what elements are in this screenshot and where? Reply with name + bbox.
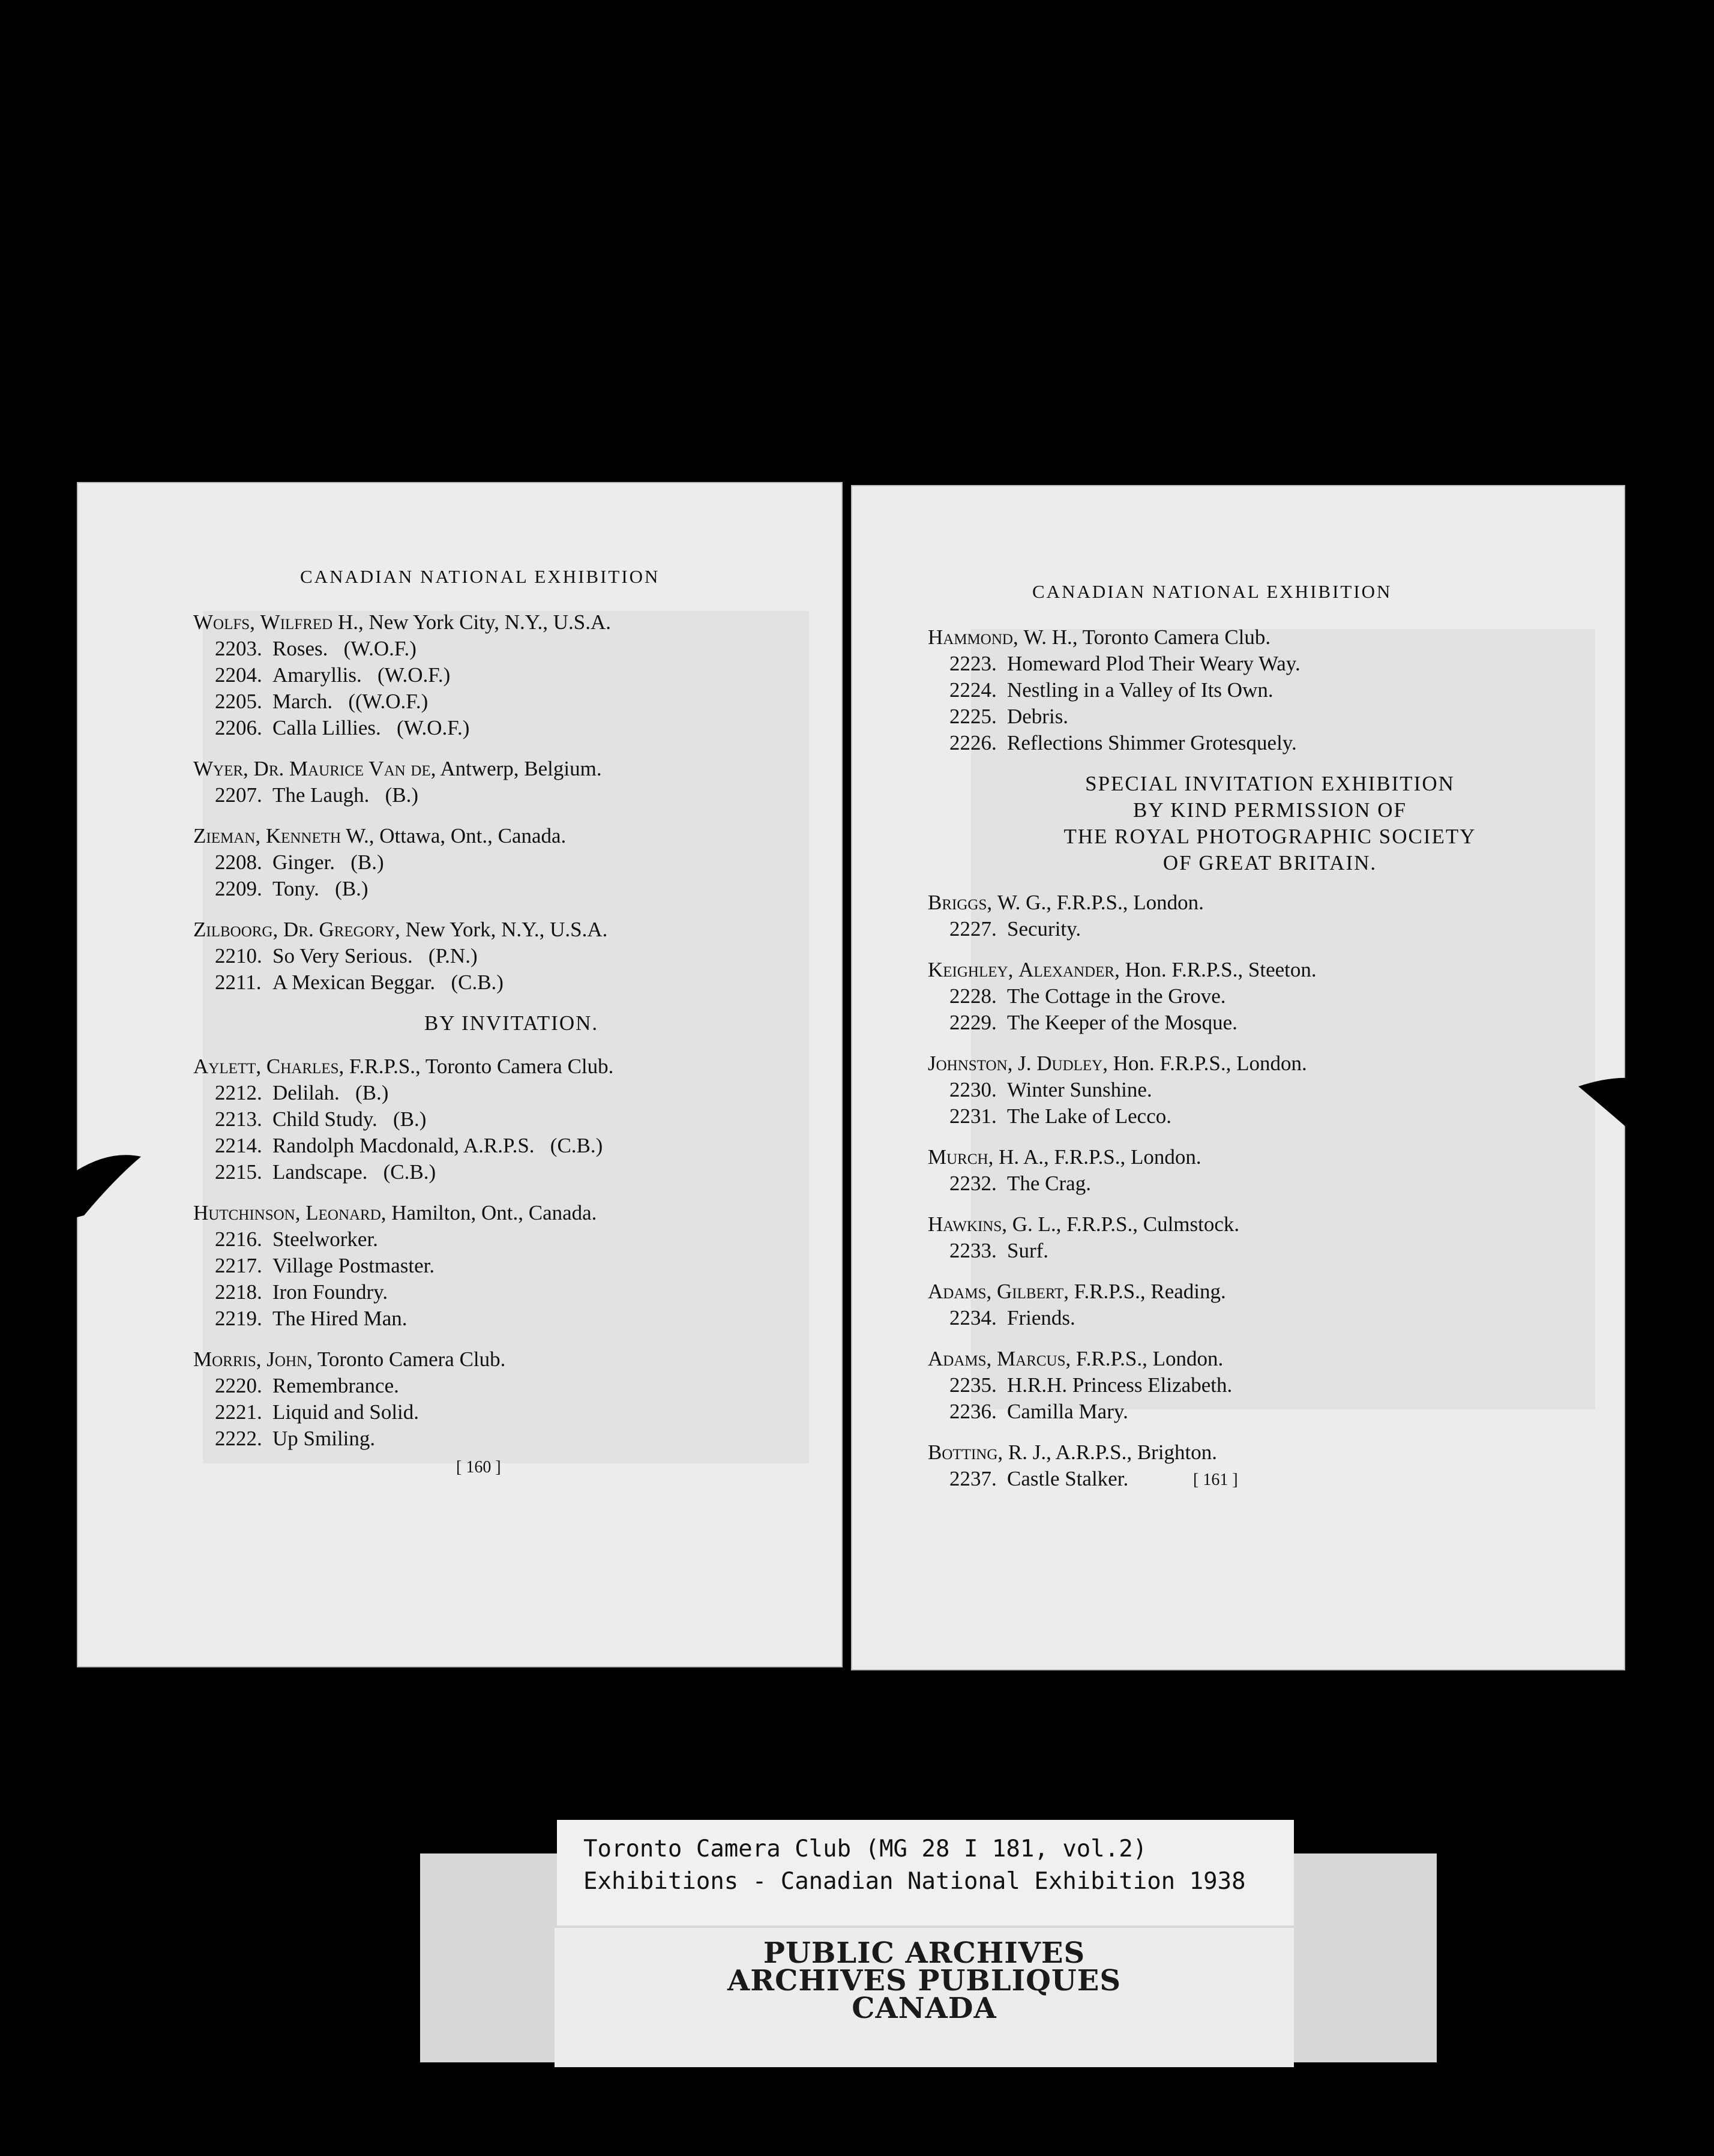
exhibitor-given-name: Wilfred H. — [260, 610, 358, 634]
exhibitor-surname: Adams — [928, 1347, 987, 1370]
special-title-line: BY KIND PERMISSION OF — [1133, 798, 1407, 822]
exhibitor-surname: Wolfs — [193, 610, 250, 634]
work-item — [193, 1106, 829, 1133]
exhibitor-name: Hammond, W. H., Toronto Camera Club. — [928, 625, 1271, 649]
work-award-note: (B.) — [350, 851, 384, 874]
exhibitor-location: , Ottawa, Ont., Canada. — [368, 824, 567, 848]
exhibitor-name: Johnston, J. Dudley, Hon. F.R.P.S., London. — [928, 1052, 1307, 1075]
exhibitor-name: Briggs, W. G., F.R.P.S., London. — [928, 891, 1204, 914]
work-title: Nestling in a Valley of Its Own. — [1007, 678, 1273, 702]
work-award-note: (B.) — [355, 1081, 389, 1104]
exhibitor-location: , F.R.P.S., Reading. — [1063, 1280, 1226, 1303]
special-title-line: OF GREAT BRITAIN. — [1162, 851, 1377, 875]
exhibitor-given-name: W. H. — [1023, 625, 1072, 649]
work-title: Iron Foundry. — [272, 1280, 388, 1304]
work-title: Debris. — [1007, 705, 1069, 728]
page-notch — [1572, 1074, 1644, 1146]
work-title: The Crag. — [1007, 1172, 1091, 1195]
work-number: 2216. — [215, 1227, 262, 1251]
exhibitor-given-name: J. Dudley — [1018, 1052, 1103, 1075]
exhibitor-entry — [193, 1346, 829, 1452]
exhibitor-given-name: R. J. — [1008, 1441, 1047, 1464]
work-title: Surf. — [1007, 1239, 1049, 1262]
work-number: 2213. — [215, 1107, 262, 1131]
exhibitor-surname: Botting — [928, 1441, 998, 1464]
exhibitor-given-name: W. G. — [997, 891, 1047, 914]
special-title-line: SPECIAL INVITATION EXHIBITION — [1085, 772, 1455, 795]
exhibitor-surname: Aylett — [193, 1055, 256, 1078]
work-title: So Very Serious. — [272, 944, 413, 968]
exhibitor-surname: Hammond — [928, 625, 1013, 649]
work-number: 2232. — [949, 1172, 997, 1195]
stamp-line: ARCHIVES PUBLIQUES — [727, 1964, 1121, 1998]
exhibitor-given-name: Gilbert — [997, 1280, 1064, 1303]
work-item — [193, 1279, 829, 1305]
exhibitor-location: , New York, N.Y., U.S.A. — [395, 918, 608, 941]
exhibitor-name: Zieman, Kenneth W., Ottawa, Ont., Canada. — [193, 824, 567, 848]
work-item — [928, 1103, 1612, 1130]
exhibitor-surname: Morris — [193, 1348, 256, 1371]
work-item — [928, 1010, 1612, 1036]
work-title: Tony. — [272, 877, 319, 900]
exhibitor-entry — [928, 1050, 1612, 1130]
work-number: 2210. — [215, 944, 262, 968]
stamp-line: CANADA — [852, 1992, 997, 2025]
catalogue-list — [928, 624, 1612, 1507]
exhibitor-location: , Toronto Camera Club. — [1072, 625, 1271, 649]
exhibitor-name: Aylett, Charles, F.R.P.S., Toronto Camera Club. — [193, 1055, 614, 1078]
work-title: The Cottage in the Grove. — [1007, 984, 1226, 1008]
left-page — [77, 482, 843, 1667]
work-number: 2203. — [215, 637, 262, 660]
exhibitor-location: , Antwerp, Belgium. — [430, 757, 602, 780]
work-title: Security. — [1007, 917, 1081, 941]
page-number: [ 160 ] — [456, 1458, 501, 1477]
work-item — [193, 849, 829, 876]
work-number: 2209. — [215, 877, 262, 900]
work-title: Calla Lillies. — [272, 716, 381, 739]
exhibitor-location: , Hon. F.R.P.S., Steeton. — [1114, 958, 1317, 981]
work-item — [193, 943, 829, 969]
exhibitor-entry — [928, 1278, 1612, 1331]
exhibitor-location: , Toronto Camera Club. — [307, 1348, 506, 1371]
work-number: 2231. — [949, 1104, 997, 1128]
work-title: Homeward Plod Their Weary Way. — [1007, 652, 1301, 675]
archive-stamp — [555, 1928, 1294, 2067]
work-number: 2227. — [949, 917, 997, 941]
work-item — [193, 715, 829, 741]
work-title: Child Study. — [272, 1107, 377, 1131]
work-award-note: (C.B.) — [383, 1160, 436, 1184]
work-award-note: (W.O.F.) — [377, 663, 451, 687]
work-number: 2234. — [949, 1306, 997, 1329]
exhibitor-name: Morris, John, Toronto Camera Club. — [193, 1348, 506, 1371]
work-item — [928, 1238, 1612, 1264]
exhibitor-name: Murch, H. A., F.R.P.S., London. — [928, 1145, 1201, 1169]
exhibitor-name: Keighley, Alexander, Hon. F.R.P.S., Steeton. — [928, 958, 1317, 981]
work-title: Amaryllis. — [272, 663, 362, 687]
work-title: Camilla Mary. — [1007, 1400, 1128, 1423]
work-item — [193, 1399, 829, 1426]
work-item — [193, 969, 829, 996]
exhibitor-location: , F.R.P.S., Toronto Camera Club. — [338, 1055, 614, 1078]
work-item — [928, 677, 1612, 703]
exhibitor-given-name: H. A. — [999, 1145, 1044, 1169]
exhibitor-location: , New York City, N.Y., U.S.A. — [358, 610, 612, 634]
work-item — [193, 1373, 829, 1399]
work-title: Castle Stalker. — [1007, 1467, 1129, 1490]
work-number: 2221. — [215, 1400, 262, 1424]
work-item — [928, 983, 1612, 1010]
work-item — [193, 1159, 829, 1185]
special-exhibition-title — [928, 771, 1612, 876]
work-title: Village Postmaster. — [272, 1254, 435, 1277]
work-number: 2217. — [215, 1254, 262, 1277]
work-number: 2236. — [949, 1400, 997, 1423]
exhibitor-given-name: John — [266, 1348, 308, 1371]
work-item — [928, 1372, 1612, 1399]
exhibitor-surname: Wyer — [193, 757, 244, 780]
exhibitor-entry — [928, 1346, 1612, 1425]
exhibitor-surname: Adams — [928, 1280, 987, 1303]
exhibitor-surname: Hawkins — [928, 1212, 1002, 1236]
exhibitor-surname: Keighley — [928, 958, 1008, 981]
exhibitor-given-name: Alexander — [1018, 958, 1115, 981]
work-item — [193, 1426, 829, 1452]
work-title: The Lake of Lecco. — [1007, 1104, 1172, 1128]
work-item — [928, 1170, 1612, 1197]
exhibitor-given-name: Leonard — [305, 1201, 381, 1224]
work-title: H.R.H. Princess Elizabeth. — [1007, 1373, 1233, 1397]
work-item — [193, 782, 829, 808]
work-number: 2225. — [949, 705, 997, 728]
work-item — [193, 688, 829, 715]
work-award-note: (B.) — [392, 1107, 427, 1131]
work-number: 2233. — [949, 1239, 997, 1262]
work-title: Steelworker. — [272, 1227, 378, 1251]
exhibitor-name: Zilboorg, Dr. Gregory, New York, N.Y., U.S.A. — [193, 918, 608, 941]
exhibitor-entry — [193, 756, 829, 808]
work-title: Delilah. — [272, 1081, 340, 1104]
work-award-note: ((W.O.F.) — [348, 690, 428, 713]
work-number: 2204. — [215, 663, 262, 687]
exhibitor-entry — [928, 1211, 1612, 1264]
work-number: 2237. — [949, 1467, 997, 1490]
work-number: 2229. — [949, 1011, 997, 1034]
exhibitor-name: Adams, Marcus, F.R.P.S., London. — [928, 1347, 1224, 1370]
work-item — [928, 730, 1612, 756]
catalogue-list — [193, 609, 829, 1466]
work-award-note: (W.O.F.) — [397, 716, 470, 739]
exhibitor-entry — [928, 957, 1612, 1036]
work-number: 2235. — [949, 1373, 997, 1397]
work-title: The Laugh. — [272, 783, 370, 807]
exhibitor-location: , F.R.P.S., London. — [1065, 1347, 1224, 1370]
exhibitor-given-name: Kenneth W. — [265, 824, 369, 848]
work-award-note: (C.B.) — [550, 1134, 603, 1157]
work-number: 2206. — [215, 716, 262, 739]
exhibitor-location: , A.R.P.S., Brighton. — [1046, 1441, 1218, 1464]
work-item — [928, 1466, 1612, 1492]
section-title: BY INVITATION. — [424, 1011, 599, 1035]
work-item — [193, 1305, 829, 1332]
exhibitor-surname: Johnston — [928, 1052, 1008, 1075]
work-title: Winter Sunshine. — [1007, 1078, 1152, 1101]
exhibitor-entry — [193, 1200, 829, 1332]
page-header: CANADIAN NATIONAL EXHIBITION — [300, 566, 660, 587]
exhibitor-surname: Briggs — [928, 891, 987, 914]
caption-card — [557, 1820, 1294, 1926]
work-item — [193, 1080, 829, 1106]
exhibitor-name: Botting, R. J., A.R.P.S., Brighton. — [928, 1441, 1218, 1464]
exhibitor-entry — [928, 1439, 1612, 1492]
work-title: Randolph Macdonald, A.R.P.S. — [272, 1134, 535, 1157]
work-item — [193, 876, 829, 902]
exhibitor-name: Adams, Gilbert, F.R.P.S., Reading. — [928, 1280, 1226, 1303]
exhibitor-entry — [928, 890, 1612, 942]
work-number: 2208. — [215, 851, 262, 874]
work-title: Landscape. — [272, 1160, 368, 1184]
exhibitor-entry — [193, 609, 829, 741]
work-number: 2226. — [949, 731, 997, 754]
work-number: 2223. — [949, 652, 997, 675]
exhibitor-entry — [193, 823, 829, 902]
work-title: Reflections Shimmer Grotesquely. — [1007, 731, 1297, 754]
work-number: 2222. — [215, 1427, 262, 1450]
work-number: 2207. — [215, 783, 262, 807]
work-title: Up Smiling. — [272, 1427, 376, 1450]
work-number: 2230. — [949, 1078, 997, 1101]
work-title: Remembrance. — [272, 1374, 399, 1397]
exhibitor-location: , F.R.P.S., London. — [1043, 1145, 1201, 1169]
work-item — [928, 1399, 1612, 1425]
exhibitor-surname: Murch — [928, 1145, 988, 1169]
exhibitor-given-name: G. L. — [1012, 1212, 1056, 1236]
work-number: 2211. — [215, 971, 262, 994]
exhibitor-surname: Zieman — [193, 824, 256, 848]
right-page — [851, 485, 1625, 1670]
work-item — [193, 1133, 829, 1159]
work-award-note: (B.) — [385, 783, 418, 807]
page-number: [ 161 ] — [1193, 1471, 1238, 1489]
work-item — [193, 1226, 829, 1253]
exhibitor-given-name: Dr. Gregory — [283, 918, 395, 941]
exhibitor-location: , Hon. F.R.P.S., London. — [1102, 1052, 1307, 1075]
exhibitor-entry — [193, 1053, 829, 1185]
exhibitor-name: Hutchinson, Leonard, Hamilton, Ont., Canada. — [193, 1201, 597, 1224]
caption-line: Exhibitions - Canadian National Exhibition 1938 — [583, 1868, 1246, 1895]
work-title: Liquid and Solid. — [272, 1400, 419, 1424]
work-award-note: (B.) — [335, 877, 368, 900]
work-number: 2219. — [215, 1307, 262, 1330]
exhibitor-entry — [928, 1144, 1612, 1197]
work-item — [928, 703, 1612, 730]
work-title: March. — [272, 690, 333, 713]
stamp-line: PUBLIC ARCHIVES — [763, 1936, 1086, 1970]
exhibitor-name: Wyer, Dr. Maurice Van de, Antwerp, Belgium. — [193, 757, 602, 780]
work-title: The Keeper of the Mosque. — [1007, 1011, 1237, 1034]
work-number: 2220. — [215, 1374, 262, 1397]
work-award-note: (W.O.F.) — [343, 637, 416, 660]
work-item — [928, 1305, 1612, 1331]
work-award-note: (C.B.) — [451, 971, 504, 994]
work-title: Ginger. — [272, 851, 335, 874]
exhibitor-given-name: Dr. Maurice Van de — [253, 757, 431, 780]
work-item — [928, 651, 1612, 677]
page-notch — [72, 1149, 144, 1221]
exhibitor-location: , F.R.P.S., London. — [1046, 891, 1204, 914]
work-item — [193, 1253, 829, 1279]
work-item — [928, 916, 1612, 942]
caption-line: Toronto Camera Club (MG 28 I 181, vol.2) — [583, 1835, 1147, 1862]
work-item — [928, 1077, 1612, 1103]
work-title: The Hired Man. — [272, 1307, 407, 1330]
exhibitor-entry — [928, 624, 1612, 756]
exhibitor-given-name: Charles — [266, 1055, 339, 1078]
exhibitor-given-name: Marcus — [997, 1347, 1066, 1370]
work-number: 2214. — [215, 1134, 262, 1157]
work-number: 2228. — [949, 984, 997, 1008]
special-title-line: THE ROYAL PHOTOGRAPHIC SOCIETY — [1063, 825, 1476, 848]
work-number: 2218. — [215, 1280, 262, 1304]
work-number: 2205. — [215, 690, 262, 713]
exhibitor-entry — [193, 917, 829, 996]
work-number: 2212. — [215, 1081, 262, 1104]
exhibitor-surname: Hutchinson — [193, 1201, 295, 1224]
exhibitor-name: Wolfs, Wilfred H., New York City, N.Y., U.S.A. — [193, 610, 612, 634]
work-award-note: (P.N.) — [428, 944, 478, 968]
exhibitor-location: , Hamilton, Ont., Canada. — [380, 1201, 597, 1224]
work-item — [193, 662, 829, 688]
work-item — [193, 636, 829, 662]
work-number: 2215. — [215, 1160, 262, 1184]
work-number: 2224. — [949, 678, 997, 702]
exhibitor-name: Hawkins, G. L., F.R.P.S., Culmstock. — [928, 1212, 1240, 1236]
work-title: Friends. — [1007, 1306, 1075, 1329]
page-header: CANADIAN NATIONAL EXHIBITION — [1032, 581, 1392, 602]
work-title: A Mexican Beggar. — [272, 971, 436, 994]
exhibitor-location: , F.R.P.S., Culmstock. — [1056, 1212, 1240, 1236]
exhibitor-surname: Zilboorg — [193, 918, 273, 941]
work-title: Roses. — [272, 637, 328, 660]
